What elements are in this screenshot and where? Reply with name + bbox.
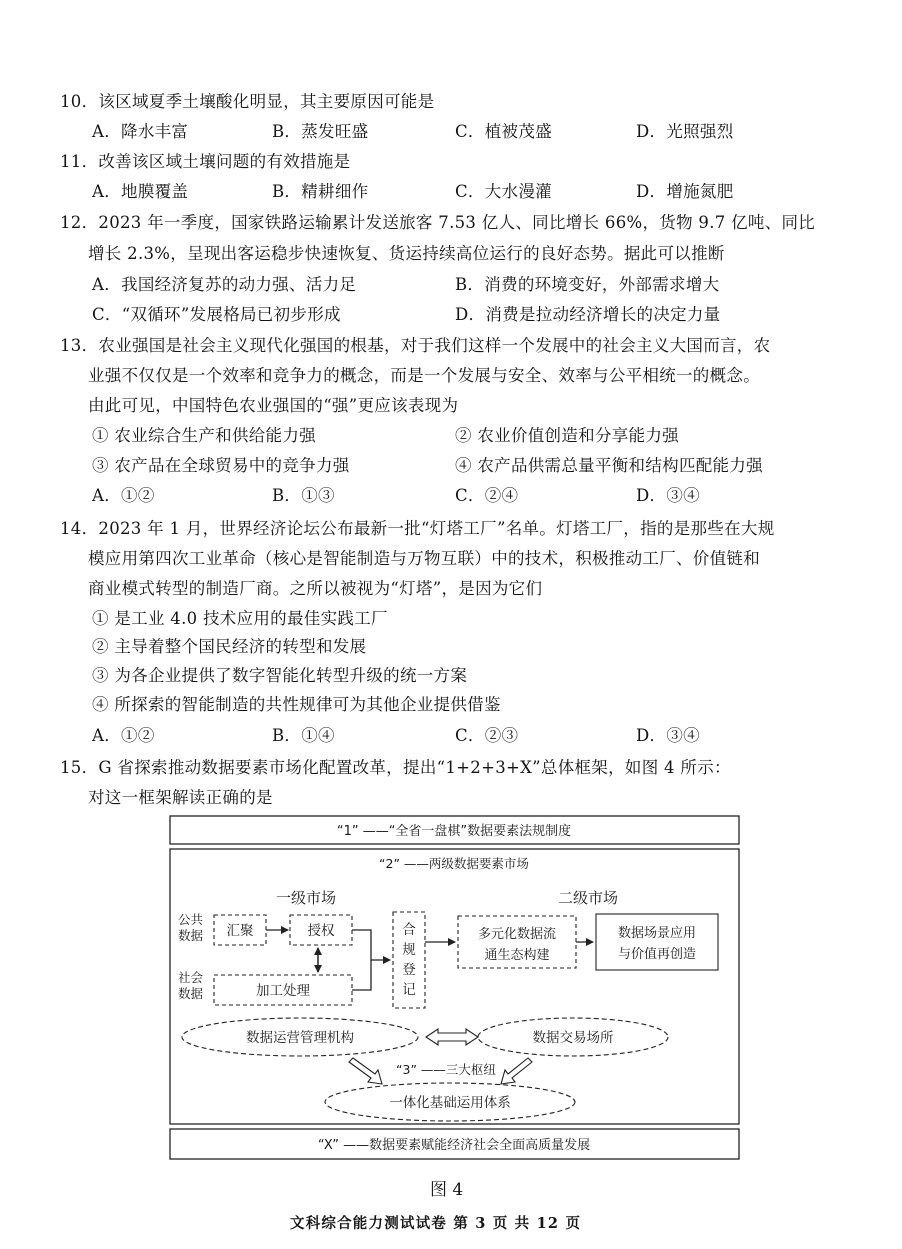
figure-caption: 图 4 bbox=[430, 1180, 464, 1200]
q13-stem-line-2: 业强不仅仅是一个效率和竞争力的概念，而是一个发展与安全、效率与公平相统一的概念。 bbox=[88, 366, 760, 385]
arrow-processing-compliance bbox=[352, 960, 371, 990]
q12-option-c: C．“双循环”发展格局已初步形成 bbox=[92, 305, 341, 324]
q11-option-d: D．增施氮肥 bbox=[636, 182, 734, 201]
q13-stem-line-1: 13．农业强国是社会主义现代化强国的根基，对于我们这样一个发展中的社会主义大国而言，农 bbox=[60, 336, 771, 355]
q12-stem-line-2: 增长 2.3%，呈现出客运稳步快速恢复、货运持续高位运行的良好态势。据此可以推断 bbox=[88, 244, 725, 263]
top-bar-label: “1” ——“全省一盘棋”数据要素法规制度 bbox=[336, 824, 572, 839]
q13-statement-1: ① 农业综合生产和供给能力强 bbox=[92, 426, 316, 445]
compliance-char-2: 规 bbox=[402, 942, 416, 958]
arrow-ops-integrated bbox=[349, 1058, 382, 1084]
q10-option-a: A．降水丰富 bbox=[92, 122, 189, 141]
q13-statement-4: ④ 农产品供需总量平衡和结构匹配能力强 bbox=[455, 456, 763, 475]
q13-option-c: C．②④ bbox=[455, 486, 519, 505]
authorize-label: 授权 bbox=[307, 923, 335, 939]
q10-stem: 10．该区域夏季土壤酸化明显，其主要原因可能是 bbox=[60, 92, 435, 111]
q14-option-b: B．①④ bbox=[272, 726, 335, 745]
diversified-line-2: 通生态构建 bbox=[484, 948, 550, 963]
market-title: “2” ——两级数据要素市场 bbox=[379, 856, 529, 871]
scenario-line-2: 与价值再创造 bbox=[617, 947, 697, 962]
q11-option-b: B．精耕细作 bbox=[272, 182, 369, 201]
primary-market-label: 一级市场 bbox=[275, 889, 337, 907]
compliance-char-3: 登 bbox=[402, 962, 416, 978]
diversified-line-1: 多元化数据流 bbox=[477, 927, 557, 942]
hubs-label: “3” ——三大枢纽 bbox=[396, 1062, 496, 1077]
arrow-authorize-compliance bbox=[352, 930, 390, 960]
q13-option-b: B．①③ bbox=[272, 486, 335, 505]
q14-statement-3: ③ 为各企业提供了数字智能化转型升级的统一方案 bbox=[92, 666, 468, 685]
q14-option-a: A．①② bbox=[92, 726, 155, 745]
q10-option-b: B．蒸发旺盛 bbox=[272, 122, 369, 141]
ops-org-label: 数据运营管理机构 bbox=[246, 1030, 354, 1046]
page-footer: 文科综合能力测试试卷 第 3 页 共 12 页 bbox=[290, 1215, 582, 1232]
integrated-label: 一体化基础运用体系 bbox=[389, 1095, 511, 1111]
q14-stem-line-1: 14．2023 年 1 月，世界经济论坛公布最新一批“灯塔工厂”名单。灯塔工厂，指的是那些在大规 bbox=[60, 519, 775, 538]
compliance-char-4: 记 bbox=[402, 982, 416, 998]
q12-option-d: D．消费是拉动经济增长的决定力量 bbox=[455, 305, 721, 324]
q11-stem: 11．改善该区域土壤问题的有效措施是 bbox=[60, 152, 351, 171]
aggregate-label: 汇聚 bbox=[226, 923, 254, 939]
q14-stem-line-2: 模应用第四次工业革命（核心是智能制造与万物互联）中的技术，积极推动工厂、价值链和 bbox=[88, 549, 760, 568]
public-data-line-1: 公共 bbox=[178, 912, 204, 927]
public-data-line-2: 数据 bbox=[178, 928, 204, 943]
q13-option-a: A．①② bbox=[92, 486, 155, 505]
q11-option-a: A．地膜覆盖 bbox=[92, 182, 189, 201]
social-data-line-2: 数据 bbox=[178, 986, 204, 1001]
arrow-exchange-integrated bbox=[501, 1058, 532, 1084]
q13-statement-3: ③ 农产品在全球贸易中的竞争力强 bbox=[92, 456, 350, 475]
q10-option-d: D．光照强烈 bbox=[636, 122, 734, 141]
framework-diagram bbox=[168, 812, 743, 1167]
exchange-label: 数据交易场所 bbox=[532, 1030, 614, 1046]
q14-option-d: D．③④ bbox=[636, 726, 700, 745]
compliance-char-1: 合 bbox=[402, 922, 416, 938]
q10-option-c: C．植被茂盛 bbox=[455, 122, 552, 141]
q13-stem-line-3: 由此可见，中国特色农业强国的“强”更应该表现为 bbox=[88, 396, 459, 415]
q12-option-a: A．我国经济复苏的动力强、活力足 bbox=[92, 275, 357, 294]
q14-statement-4: ④ 所探索的智能制造的共性规律可为其他企业提供借鉴 bbox=[92, 695, 501, 714]
q14-option-c: C．②③ bbox=[455, 726, 519, 745]
q13-statement-2: ② 农业价值创造和分享能力强 bbox=[455, 426, 679, 445]
q14-stem-line-3: 商业模式转型的制造厂商。之所以被视为“灯塔”，是因为它们 bbox=[88, 579, 543, 598]
q11-option-c: C．大水漫灌 bbox=[455, 182, 552, 201]
secondary-market-label: 二级市场 bbox=[557, 889, 619, 907]
scenario-line-1: 数据场景应用 bbox=[617, 926, 697, 941]
q15-stem-line-1: 15．G 省探索推动数据要素市场化配置改革，提出“1+2+3+X”总体框架，如图 4 所示： bbox=[60, 758, 731, 777]
q14-statement-2: ② 主导着整个国民经济的转型和发展 bbox=[92, 637, 367, 656]
processing-label: 加工处理 bbox=[256, 983, 310, 999]
q12-option-b: B．消费的环境变好，外部需求增大 bbox=[455, 275, 720, 294]
bottom-bar-label: “X” ——数据要素赋能经济社会全面高质量发展 bbox=[317, 1138, 591, 1153]
q15-stem-line-2: 对这一框架解读正确的是 bbox=[88, 788, 273, 807]
q12-stem-line-1: 12．2023 年一季度，国家铁路运输累计发送旅客 7.53 亿人、同比增长 66%，货物 9.7 亿吨、同比 bbox=[60, 213, 816, 232]
q14-statement-1: ① 是工业 4.0 技术应用的最佳实践工厂 bbox=[92, 609, 388, 628]
q13-option-d: D．③④ bbox=[636, 486, 700, 505]
social-data-line-1: 社会 bbox=[178, 970, 204, 985]
hub-double-arrow bbox=[426, 1029, 478, 1045]
